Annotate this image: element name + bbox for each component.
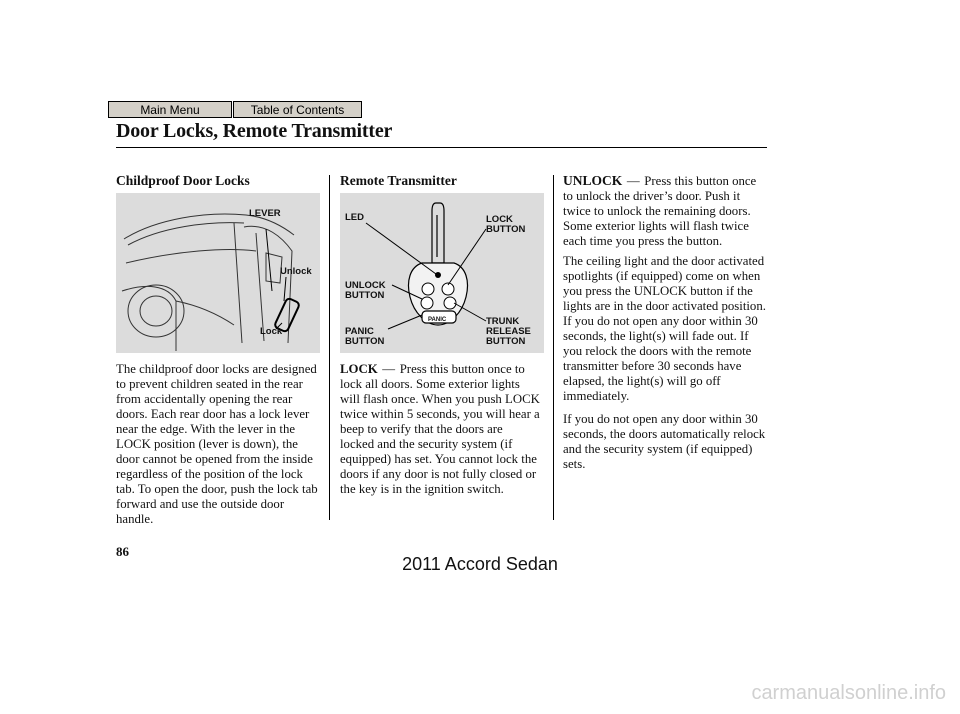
trunk-release-button-label: TRUNK RELEASE BUTTON bbox=[486, 316, 531, 347]
footer-model-name: 2011 Accord Sedan bbox=[402, 554, 558, 574]
lock-label: Lock bbox=[260, 326, 283, 337]
unlock-button-label: UNLOCK BUTTON bbox=[345, 280, 386, 301]
panic-key-text: PANIC bbox=[428, 317, 447, 323]
childproof-paragraph: The childproof door locks are designed to prevent children seated in the rear from accidentally opening the rear doors. Each rear door has a lock lever near the edge. With the lever in the LOCK position (lever is down), the door cannot be opened from the inside regardless of the position of the lock tab. To open the door, push the lock tab forward and use the outside door handle. bbox=[116, 362, 318, 526]
main-menu-button[interactable]: Main Menu bbox=[108, 101, 232, 118]
childproof-figure bbox=[116, 193, 320, 353]
auto-relock-paragraph: If you do not open any door within 30 seconds, the doors automatically relock and the security system (if equipped) sets. bbox=[563, 412, 766, 471]
title-divider bbox=[116, 147, 767, 148]
unlock-text: Press this button once to unlock the driver’s door. Push it twice to unlock the remaining doors. Some exterior lights will flash twice each time you press the button. bbox=[563, 174, 757, 248]
lock-dash: — bbox=[382, 362, 396, 376]
lock-paragraph bbox=[340, 362, 540, 497]
lock-button-label: LOCK BUTTON bbox=[486, 214, 526, 235]
unlock-dash: — bbox=[626, 174, 640, 188]
column-divider-1 bbox=[329, 175, 330, 520]
page-number: 86 bbox=[116, 544, 129, 559]
table-of-contents-button[interactable]: Table of Contents bbox=[233, 101, 362, 118]
led-label: LED bbox=[345, 212, 364, 223]
panic-button-label: PANIC BUTTON bbox=[345, 326, 385, 347]
unlock-label: Unlock bbox=[280, 266, 312, 277]
lock-term: LOCK bbox=[340, 362, 378, 376]
watermark: carmanualsonline.info bbox=[751, 682, 946, 704]
ceiling-light-paragraph: The ceiling light and the door activated spotlights (if equipped) come on when you press the UNLOCK button if the lights are in the door activated position. If you do not open any door within 30 seconds, the light(s) will fade out. If you relock the doors with the remote transmitter before 30 seconds have elapsed, the light(s) will go off immediately. bbox=[563, 254, 766, 403]
unlock-term: UNLOCK bbox=[563, 173, 623, 188]
page-title: Door Locks, Remote Transmitter bbox=[116, 120, 393, 142]
childproof-heading: Childproof Door Locks bbox=[116, 173, 250, 188]
remote-transmitter-heading: Remote Transmitter bbox=[340, 173, 457, 188]
lock-text: Press this button once to lock all doors. Some exterior lights will flash once. When you push LOCK twice within 5 seconds, you will hear a beep to verify that the doors are locked and the security system (if equipped) has set. You cannot lock the doors if any door is not fully closed or the key is in the ignition switch. bbox=[340, 362, 540, 496]
lever-label: LEVER bbox=[249, 208, 281, 219]
unlock-paragraph bbox=[563, 173, 769, 249]
column-divider-2 bbox=[553, 175, 554, 520]
remote-transmitter-figure bbox=[340, 193, 544, 353]
